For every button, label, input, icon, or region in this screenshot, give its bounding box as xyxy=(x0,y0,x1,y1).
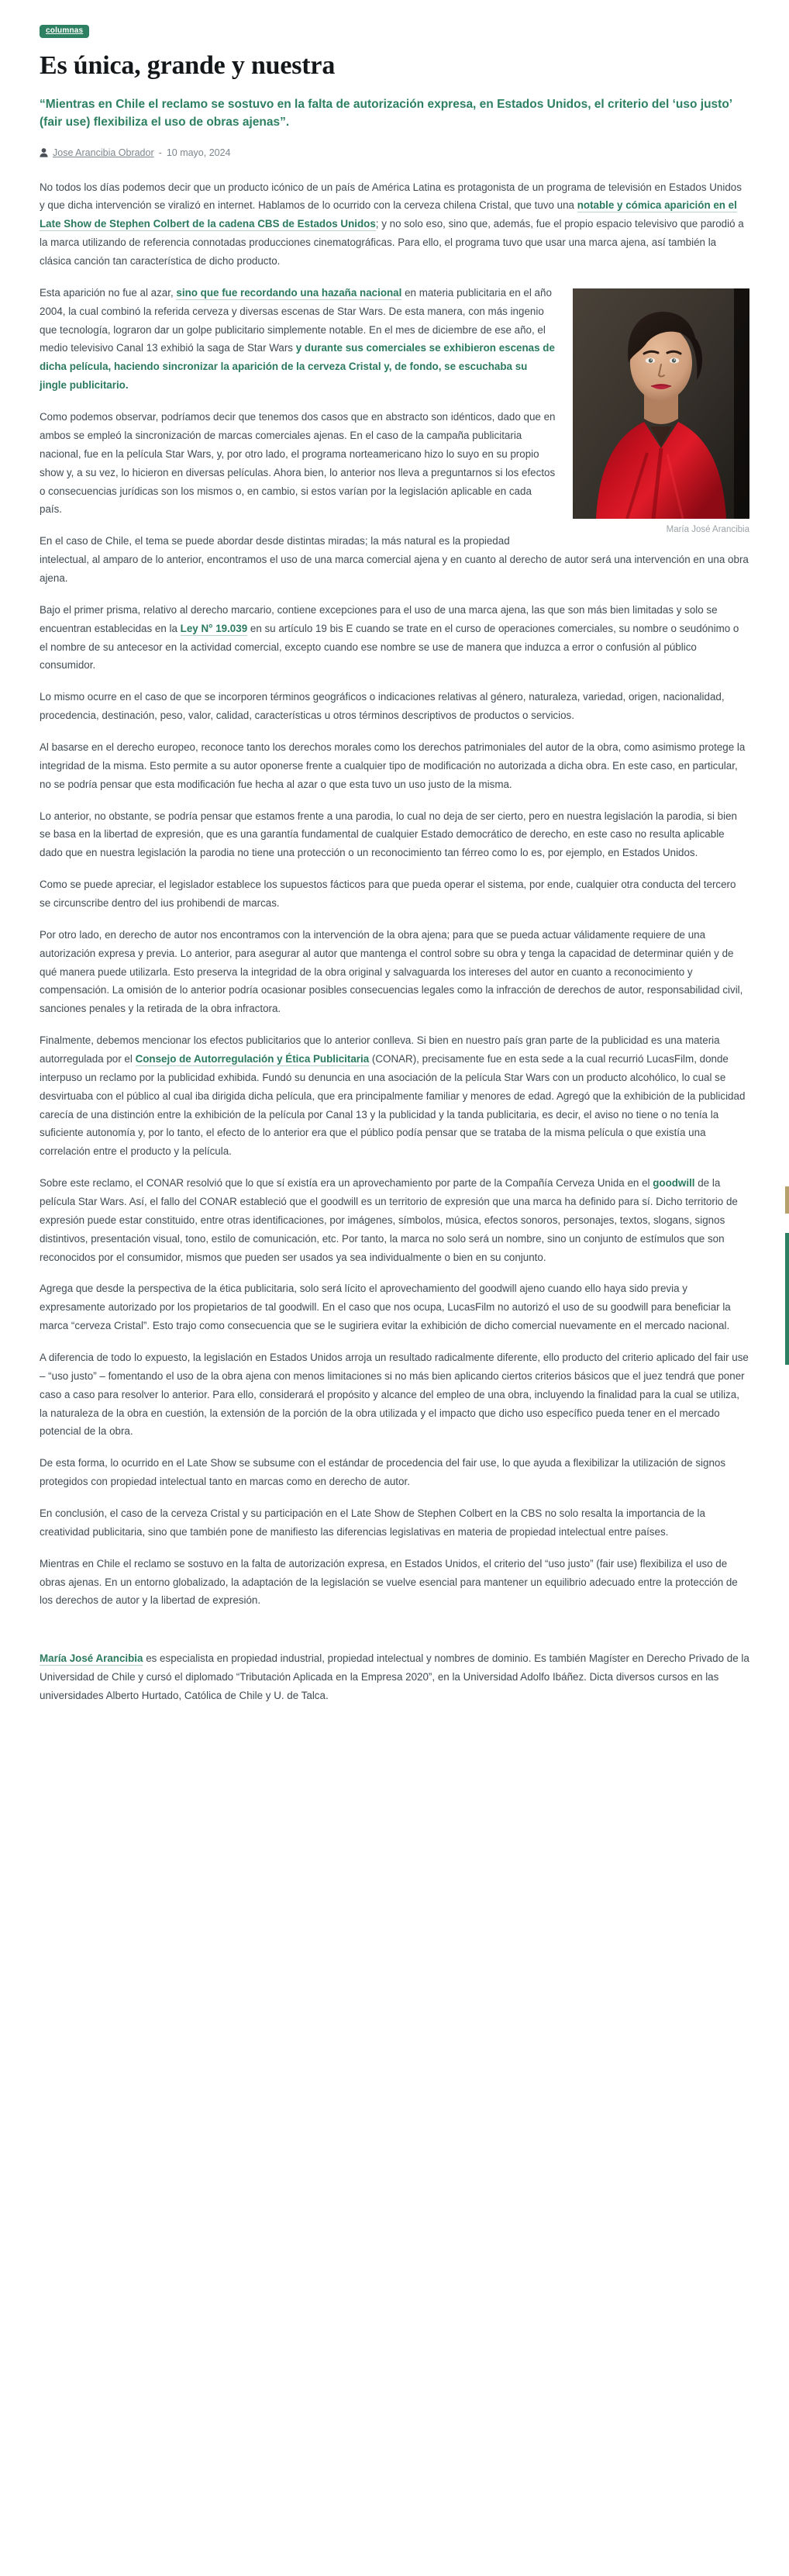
category-badge[interactable]: columnas xyxy=(40,25,89,38)
emphasis-text: goodwill xyxy=(653,1177,695,1190)
paragraph-text: A diferencia de todo lo expuesto, la legislación en Estados Unidos arroja un resultado radicalmente diferente, ello producto del criterio aplicado del fair use – “uso justo” – fomentando el uso de la obra ajena con menos limitaciones si no más bien aplicando ciertos criterios básicos que el juez tendrá que poner caso a caso para resolver lo anterior. Para ello, considerará el propósito y alcance del empleo de una obra, incluyendo la finalidad para la cual se utiliza, la naturaleza de la obra en cuestión, la extensión de la porción de la obra utilizada y el impacto que dicho uso específico pueda tener en el mercado potencial de la obra. xyxy=(40,1352,749,1438)
article-figure xyxy=(573,288,749,536)
article-paragraph xyxy=(40,1174,749,1266)
portrait-photo xyxy=(573,288,749,519)
paragraph-text: En el caso de Chile, el tema se puede abordar desde distintas miradas; la más natural es la propiedad intelectual, al amparo de lo anterior, encontramos el uso de una marca comercial ajena y en cuanto al derecho de autor será una intervención en una obra ajena. xyxy=(40,535,749,584)
paragraph-text: De esta forma, lo ocurrido en el Late Show se subsume con el estándar de procedencia del fair use, lo que ayuda a flexibilizar la utilización de signos protegidos con propiedad intelectual tanto en marcas como en derecho de autor. xyxy=(40,1457,726,1488)
paragraph-text: ; y no solo eso, sino que, además, fue el propio espacio televisivo que parodió a la marca utilizando de referencia connotadas producciones cinematográficas. Para ello, el programa tuvo que usar una marca ajena, así también la clásica canción tan característica de dicho producto. xyxy=(40,218,744,268)
bio-text: es especialista en propiedad industrial, propiedad intelectual y nombres de dominio. Es también Magíster en Derecho Privado de la Universidad de Chile y cursó el diplomado “Tributación Aplicada en la Empresa 2020”, en la Universidad Adolfo Ibáñez. Dicta diversos cursos en las universidades Alberto Hurtado, Católica de Chile y U. de Talca. xyxy=(40,1652,749,1702)
byline xyxy=(40,147,749,158)
article-paragraph xyxy=(40,926,749,1018)
right-edge-rail-lower xyxy=(785,1233,789,1365)
byline-separator: - xyxy=(158,147,162,158)
right-edge-rail-upper xyxy=(785,1186,789,1214)
paragraph-text: en materia publicitaria en el año 2004, la cual combinó la referida cerveza y diversas escenas de Star Wars. De esta manera, con más ingenio que tecnología, lograron dar un golpe publicitario simplemente notable. En el mes de diciembre de ese año, el medio televisivo Canal 13 exhibió la saga de Star Wars xyxy=(40,286,552,354)
paragraph-text: Lo anterior, no obstante, se podría pensar que estamos frente a una parodia, lo cual no deja de ser cierto, pero en nuestra legislación la parodia, si bien se basa en la libertad de expresión, que es una garantía fundamental de cualquier Estado democrático de derecho, en este caso no resulta aplicable dado que en nuestra legislación la parodia no tiene una protección o un reconocimiento tan férreo como lo es, por ejemplo, en Estados Unidos. xyxy=(40,810,737,859)
paragraph-text: en su artículo 19 bis E cuando se trate en el curso de operaciones comerciales, su nombre o seudónimo o el nombre de su antecesor en la actividad comercial, excepto cuando ese nombre se use de manera que induzca a error o confusión al público consumidor. xyxy=(40,622,739,672)
article-paragraph xyxy=(40,1454,749,1491)
paragraph-text: No todos los días podemos decir que un producto icónico de un país de América Latina es protagonista de un programa de televisión en Estados Unidos y que dicha intervención se viralizó en internet. Hablamos de lo ocurrido con la cerveza chilena Cristal, que tuvo una xyxy=(40,181,742,212)
paragraph-text: (CONAR), precisamente fue en esta sede a la cual recurrió LucasFilm, donde interpuso un reclamo por la publicidad exhibida. Fundó su denuncia en una asociación de la película Star Wars con un producto alcohólico, lo cual se desvirtuaba con el público al cual iba dirigida dicha película, que era principalmente familiar y menores de edad. Agregó que la exhibición de la publicidad carecía de una distinción entre la exhibición de la película por Canal 13 y la publicidad y la tanda publicitaria, es decir, el aviso no tiene o no tenía la suficiente autonomía y, por lo tanto, el efecto de lo anterior era que el público podía pensar que se trataba de la misma película o que existía una correlación entre el producto y la película. xyxy=(40,1052,746,1158)
article-paragraph xyxy=(40,178,749,271)
paragraph-text: Al basarse en el derecho europeo, reconoce tanto los derechos morales como los derechos patrimoniales del autor de la obra, como asimismo protege la integridad de la misma. Esto permite a su autor oponerse frente a cualquier tipo de modificación no autorizada a dicha obra. En este caso, en particular, no se podría pensar que esta modificación fue hecha al azar o que esta tuvo un uso justo de la misma. xyxy=(40,741,746,790)
paragraph-text: En conclusión, el caso de la cerveza Cristal y su participación en el Late Show de Stephen Colbert en la CBS no solo resalta la importancia de la creatividad publicitaria, sino que también pone de manifiesto las diferencias legislativas en materia de propiedad intelectual entre países. xyxy=(40,1507,705,1538)
byline-date: 10 mayo, 2024 xyxy=(166,147,231,158)
article-container xyxy=(22,0,767,1736)
article-paragraph xyxy=(40,688,749,725)
article-paragraph xyxy=(40,1279,749,1335)
article-paragraph xyxy=(40,807,749,863)
article-paragraph xyxy=(40,1555,749,1611)
article-paragraph xyxy=(40,532,749,588)
paragraph-text: Como podemos observar, podríamos decir que tenemos dos casos que en abstracto son idénticos, dado que en ambos se empleó la sincronización de marcas comerciales ajenas. En el caso de la campaña publicitaria nacional, fue en la película Star Wars, y, por otro lado, el programa norteamericano hizo lo suyo en su propio show y, a su vez, lo hicieron en diversas películas. Ahora bien, lo anterior nos lleva a preguntarnos si los efectos o consecuencias jurídicas son los mismos o, en cambio, si estos varían por la legislación aplicable en cada país. xyxy=(40,411,556,516)
author-bio xyxy=(40,1649,749,1705)
paragraph-text: Por otro lado, en derecho de autor nos encontramos con la intervención de la obra ajena; para que se pueda actuar válidamente requiere de una autorización expresa y previa. Lo anterior, para asegurar al autor que mantenga el control sobre su obra y tenga la capacidad de determinar quién y de qué manera puede utilizarla. Esto preserva la integridad de la obra original y salvaguarda los intereses del autor en cuanto a reconocimiento y compensación. La omisión de lo anterior podría ocasionar posibles consecuencias legales como la infracción de derechos de autor, responsabilidad civil, sanciones penales y la retirada de la obra infractora. xyxy=(40,928,743,1015)
paragraph-text: Lo mismo ocurre en el caso de que se incorporen términos geográficos o indicaciones relativas al género, naturaleza, variedad, origen, nacionalidad, procedencia, destinación, peso, valor, calidad, características u otros términos descriptivos de productos o servicios. xyxy=(40,691,725,722)
paragraph-text: Mientras en Chile el reclamo se sostuvo en la falta de autorización expresa, en Estados Unidos, el criterio del “uso justo” (fair use) flexibiliza el uso de obras ajenas. En un entorno globalizado, la adaptación de la legislación se vuelve esencial para mantener un equilibrio adecuado entre la protección de los derechos de autor y la libertad de expresión. xyxy=(40,1557,738,1607)
paragraph-text: Como se puede apreciar, el legislador establece los supuestos fácticos para que pueda operar el sistema, por ende, cualquier otra conducta del tercero se circunscribe dentro del ius prohibendi de marcas. xyxy=(40,879,736,909)
paragraph-text: Bajo el primer prisma, relativo al derecho marcario, contiene excepciones para el uso de una marca ajena, las que son más bien limitadas y solo se encuentran establecidas en la xyxy=(40,603,718,634)
figure-caption: María José Arancibia xyxy=(666,524,749,534)
article-body xyxy=(40,178,749,1624)
article-paragraph xyxy=(40,738,749,794)
bio-author-link[interactable]: María José Arancibia xyxy=(40,1652,143,1665)
paragraph-text: de la película Star Wars. Así, el fallo del CONAR estableció que el goodwill es un territorio de expresión que una marca ha definido para sí. Dicho territorio de expresión puede estar constituido, entre otras identificaciones, por imágenes, símbolos, música, efectos sonoros, personajes, textos, slogans, signos distintivos, presentación visual, tono, estilo de comunicación, etc. Por tanto, la marca no solo será un nombre, sino un conjunto de estímulos que son reconocidos por el consumidor, mismos que pueden ser usados ya sea individualmente o bien en su conjunto. xyxy=(40,1177,738,1263)
paragraph-text: Esta aparición no fue al azar, xyxy=(40,286,177,299)
byline-author[interactable]: Jose Arancibia Obrador xyxy=(53,147,154,158)
inline-link[interactable]: Consejo de Autorregulación y Ética Publicitaria xyxy=(135,1052,370,1065)
article-paragraph xyxy=(40,601,749,675)
article-subtitle: “Mientras en Chile el reclamo se sostuvo en la falta de autorización expresa, en Estados Unidos, el criterio del ‘uso justo’ (fair use) flexibiliza el uso de obras ajenas”. xyxy=(40,98,732,129)
inline-link[interactable]: Ley N° 19.039 xyxy=(180,622,248,634)
paragraph-text: Finalmente, debemos mencionar los efectos publicitarios que lo anterior conlleva. Si bien en nuestro país gran parte de la publicidad es una materia autorregulada por el xyxy=(40,1034,720,1065)
article-paragraph xyxy=(40,875,749,913)
emphasis-text: y durante sus comerciales se exhibieron escenas de dicha película, haciendo sincronizar la aparición de la cerveza Cristal y, de fondo, se escuchaba su jingle publicitario. xyxy=(40,342,555,392)
paragraph-text: Agrega que desde la perspectiva de la ética publicitaria, solo será lícito el aprovechamiento del goodwill ajeno cuando ello haya sido previa y expresamente autorizado por los propietarios de tal goodwill. En el caso que nos ocupa, LucasFilm no autorizó el uso de su goodwill para beneficiar la marca “cerveza Cristal”. Esto trajo como consecuencia que se le sugiriera evitar la exhibición de dicho comercial nuevamente en el mercado nacional. xyxy=(40,1283,731,1332)
page-title: Es única, grande y nuestra xyxy=(40,51,336,80)
person-icon xyxy=(40,148,48,157)
inline-link[interactable]: notable y cómica aparición en el Late Show de Stephen Colbert de la cadena CBS de Estados Unidos xyxy=(40,199,737,230)
article-paragraph xyxy=(40,1504,749,1542)
inline-link[interactable]: sino que fue recordando una hazaña nacional xyxy=(176,286,402,299)
article-paragraph xyxy=(40,1031,749,1161)
article-paragraph xyxy=(40,1348,749,1441)
paragraph-text: Sobre este reclamo, el CONAR resolvió que lo que sí existía era un aprovechamiento por parte de la Compañía Cerveza Unida en el xyxy=(40,1177,653,1190)
